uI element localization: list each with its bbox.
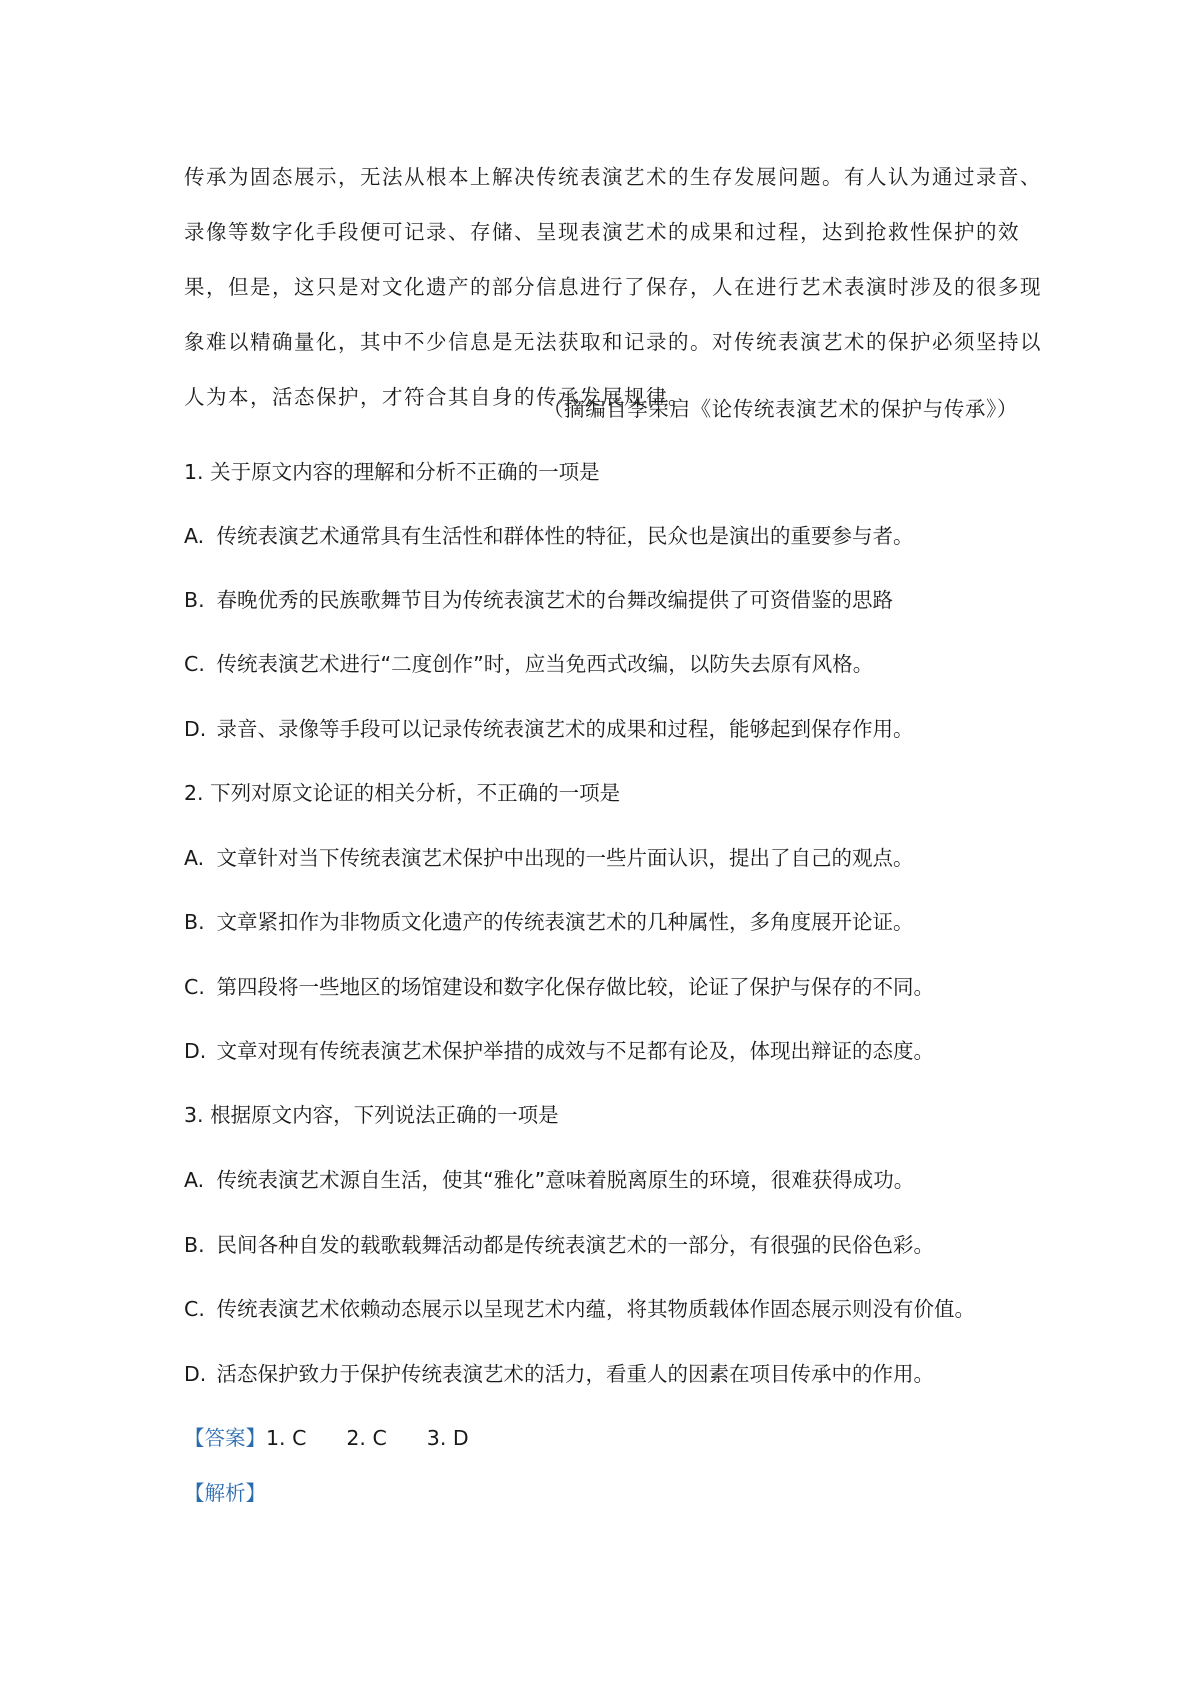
question-1-option-d <box>184 712 1044 742</box>
question-3-stem: 3. 根据原文内容，下列说法正确的一项是 <box>184 1103 559 1127</box>
option-text: 活态保护致力于保护传统表演艺术的活力，看重人的因素在项目传承中的作用。 <box>216 1362 935 1386</box>
question-3-option-c <box>184 1292 1044 1322</box>
option-label: A. <box>184 524 205 548</box>
option-text: 文章对现有传统表演艺术保护举措的成效与不足都有论及，体现出辩证的态度。 <box>216 1039 935 1063</box>
question-2-option-b <box>184 905 1044 935</box>
question-1-option-b <box>184 583 1044 613</box>
passage-line: 传承为固态展示，无法从根本上解决传统表演艺术的生存发展问题。有人认为通过录音、 <box>184 165 1042 189</box>
answer-item: 3. D <box>426 1426 469 1450</box>
option-text: 传统表演艺术进行“二度创作”时，应当免西式改编，以防失去原有风格。 <box>216 652 874 676</box>
option-text: 文章针对当下传统表演艺术保护中出现的一些片面认识，提出了自己的观点。 <box>216 846 914 870</box>
passage-source: （摘编自李荣启《论传统表演艺术的保护与传承》） <box>542 397 1018 421</box>
answer-tag: 【答案】 <box>184 1426 266 1450</box>
question-3-option-b <box>184 1228 1044 1258</box>
option-label: D. <box>184 1039 207 1063</box>
option-text: 春晚优秀的民族歌舞节目为传统表演艺术的台舞改编提供了可资借鉴的思路 <box>216 588 894 612</box>
answer-item: 1. C <box>266 1426 307 1450</box>
question-1-option-c <box>184 647 1044 677</box>
passage-line: 录像等数字化手段便可记录、存储、呈现表演艺术的成果和过程，达到抢救性保护的效 <box>184 220 1020 244</box>
option-text: 传统表演艺术通常具有生活性和群体性的特征，民众也是演出的重要参与者。 <box>216 524 914 548</box>
question-2-option-a <box>184 841 1044 871</box>
option-text: 录音、录像等手段可以记录传统表演艺术的成果和过程，能够起到保存作用。 <box>216 717 914 741</box>
question-1-option-a <box>184 519 1044 549</box>
question-3-option-d <box>184 1357 1044 1387</box>
option-label: D. <box>184 1362 207 1386</box>
option-label: B. <box>184 1233 205 1257</box>
passage-excerpt <box>184 150 1042 425</box>
option-label: C. <box>184 1297 205 1321</box>
analysis-row <box>184 1476 1044 1506</box>
option-text: 第四段将一些地区的场馆建设和数字化保存做比较，论证了保护与保存的不同。 <box>216 975 935 999</box>
passage-line: 果，但是，这只是对文化遗产的部分信息进行了保存，人在进行艺术表演时涉及的很多现 <box>184 275 1042 299</box>
option-text: 传统表演艺术依赖动态展示以呈现艺术内蕴，将其物质载体作固态展示则没有价值。 <box>216 1297 976 1321</box>
option-label: C. <box>184 652 205 676</box>
option-label: C. <box>184 975 205 999</box>
option-label: A. <box>184 1168 205 1192</box>
option-text: 民间各种自发的载歌载舞活动都是传统表演艺术的一部分，有很强的民俗色彩。 <box>216 1233 935 1257</box>
option-text: 传统表演艺术源自生活，使其“雅化”意味着脱离原生的环境，很难获得成功。 <box>216 1168 915 1192</box>
question-2-stem: 2. 下列对原文论证的相关分析，不正确的一项是 <box>184 781 621 805</box>
question-3-option-a <box>184 1163 1044 1193</box>
answer-item: 2. C <box>346 1426 387 1450</box>
option-text: 文章紧扣作为非物质文化遗产的传统表演艺术的几种属性，多角度展开论证。 <box>216 910 914 934</box>
passage-line: 象难以精确量化，其中不少信息是无法获取和记录的。对传统表演艺术的保护必须坚持以 <box>184 330 1042 354</box>
option-label: A. <box>184 846 205 870</box>
passage-line: 人为本，活态保护，才符合其自身的传承发展规律。 <box>184 385 690 409</box>
option-label: D. <box>184 717 207 741</box>
question-2-option-d <box>184 1034 1044 1064</box>
answer-row <box>184 1421 1044 1451</box>
option-label: B. <box>184 588 205 612</box>
question-2-option-c <box>184 970 1044 1000</box>
question-1-stem: 1. 关于原文内容的理解和分析不正确的一项是 <box>184 460 600 484</box>
analysis-tag: 【解析】 <box>184 1481 266 1505</box>
option-label: B. <box>184 910 205 934</box>
